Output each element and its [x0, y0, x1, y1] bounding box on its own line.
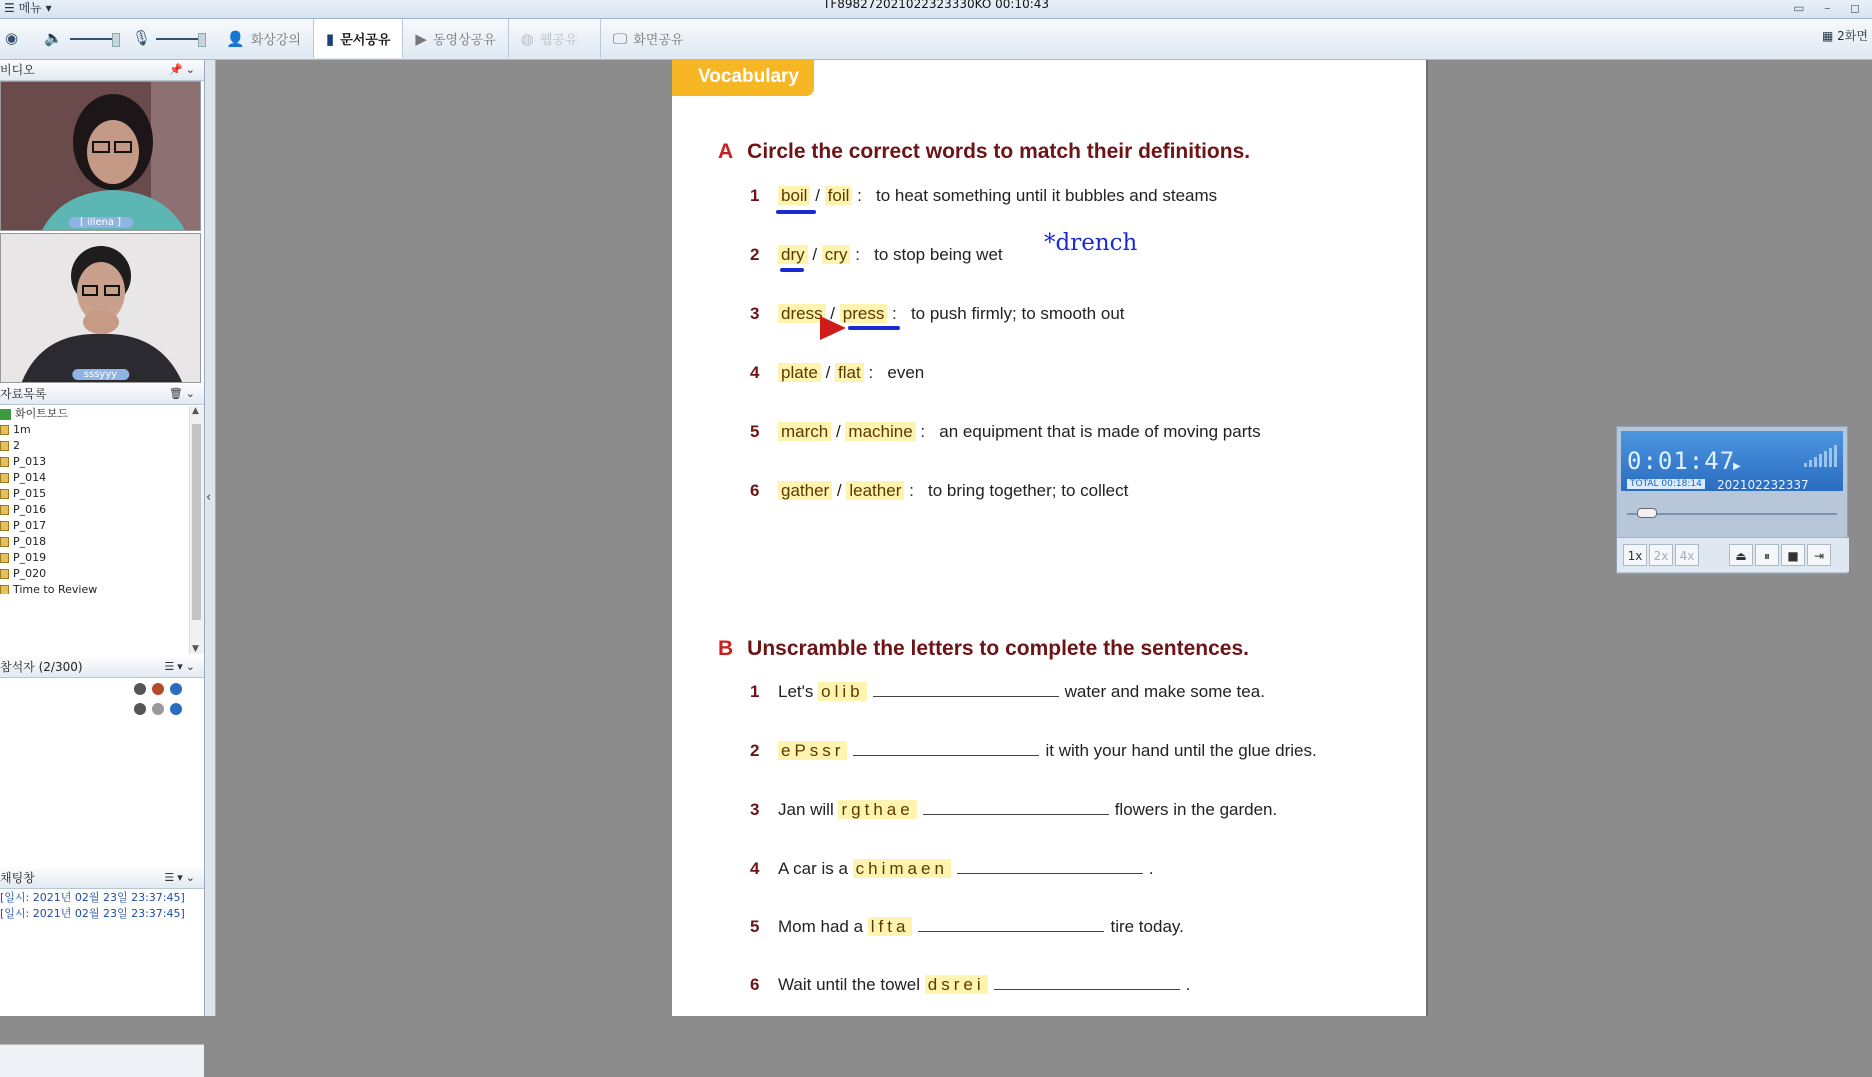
- file-name: P_018: [13, 535, 47, 548]
- item-number: 5: [750, 917, 760, 936]
- eject-icon[interactable]: ⏏: [1729, 544, 1753, 566]
- player-controls: [1617, 537, 1849, 572]
- definition-text: to heat something until it bubbles and steams: [876, 186, 1218, 205]
- participants-panel-header: [0, 657, 204, 678]
- seek-knob[interactable]: [1637, 508, 1657, 518]
- item-number: 2: [750, 741, 760, 760]
- main-menu-button[interactable]: ☰ 메뉴 ▾: [4, 1, 52, 15]
- tab-label: 문서공유: [340, 33, 391, 48]
- file-icon: [0, 457, 9, 467]
- definition-item: 4 plate / flat : even: [750, 363, 925, 382]
- answer-blank[interactable]: [918, 930, 1104, 932]
- seek-bar[interactable]: [1627, 513, 1837, 515]
- vocabulary-badge: [672, 60, 814, 96]
- scroll-down-icon[interactable]: ▼: [192, 644, 199, 654]
- item-number: 1: [750, 682, 760, 701]
- list-options-icons[interactable]: ☰▾⌄: [164, 660, 198, 673]
- chat-panel-header: [0, 868, 204, 889]
- word-option: dry: [778, 245, 808, 264]
- window-title: TF898272021022323330KO 00:10:43: [822, 0, 1050, 11]
- word-option: dress: [778, 304, 826, 323]
- list-item[interactable]: [0, 566, 204, 582]
- section-letter: B: [718, 637, 734, 660]
- sentence-start: A car is a: [778, 859, 848, 878]
- play-state-icon: ▶: [1733, 461, 1741, 472]
- section-letter: A: [718, 140, 734, 163]
- pen-underline: [848, 326, 900, 330]
- tab-bar: [214, 19, 695, 59]
- item-number: 4: [750, 859, 760, 878]
- scroll-up-icon[interactable]: ▲: [192, 406, 199, 416]
- panel-pin-collapse-icons[interactable]: 📌⌄: [169, 63, 198, 76]
- file-name: 화이트보드: [15, 407, 69, 420]
- exit-icon[interactable]: ⇥: [1807, 544, 1831, 566]
- shared-document: [672, 60, 1428, 1016]
- participant-name-tag: [ illena ]: [68, 217, 133, 228]
- scrollbar-thumb[interactable]: [192, 424, 201, 620]
- video-panel-title: 비디오: [0, 63, 35, 77]
- participant-row[interactable]: [134, 683, 182, 695]
- participant-list: [0, 679, 204, 869]
- tab-label: 웹공유: [539, 33, 578, 48]
- item-number: 3: [750, 800, 760, 819]
- list-item[interactable]: [0, 470, 204, 486]
- chat-message: [일시: 2021년 02월 23일 23:37:45]: [0, 907, 185, 920]
- file-icon: [0, 537, 9, 547]
- document-icon: ▮: [325, 29, 335, 48]
- scrambled-word: lfta: [868, 917, 913, 936]
- file-icon: [0, 569, 9, 579]
- section-b-heading: [718, 637, 1249, 661]
- definition-item: 5 march / machine : an equipment that is made of moving parts: [750, 422, 1261, 441]
- audio-controls: [0, 19, 212, 59]
- participants-panel-title: 참석자 (2/300): [0, 660, 83, 674]
- scrambled-word: olib: [818, 682, 866, 701]
- mic-volume-slider[interactable]: [156, 38, 202, 40]
- answer-blank[interactable]: [873, 695, 1059, 697]
- webcam-status-icon: [134, 703, 146, 715]
- item-number: 5: [750, 422, 760, 441]
- sentence-item: [750, 917, 1184, 937]
- sentence-item: [750, 975, 1190, 995]
- sentence-end: tire today.: [1110, 917, 1184, 936]
- section-title: Circle the correct words to match their definitions.: [747, 140, 1251, 163]
- tab-label: 동영상공유: [432, 33, 496, 48]
- file-icon: [0, 553, 9, 563]
- file-icon: [0, 521, 9, 531]
- palette-icon: [152, 703, 164, 715]
- chat-panel-title: 채팅창: [0, 871, 35, 885]
- list-item[interactable]: [0, 454, 204, 470]
- word-option: machine: [845, 422, 915, 441]
- monitor-icon: 🖵: [612, 29, 628, 48]
- answer-blank[interactable]: [994, 988, 1180, 990]
- tab-video-lecture[interactable]: [214, 19, 314, 58]
- section-title: Unscramble the letters to complete the sentences.: [747, 637, 1249, 660]
- list-item[interactable]: [0, 502, 204, 518]
- mic-volume-knob[interactable]: [198, 33, 206, 47]
- recording-id: 202102232337: [1717, 478, 1809, 492]
- item-number: 6: [750, 975, 760, 994]
- layout-label: 2화면: [1837, 29, 1868, 43]
- speed-1x-button[interactable]: 1x: [1623, 544, 1647, 566]
- definition-text: to stop being wet: [874, 245, 1003, 264]
- item-number: 6: [750, 481, 760, 500]
- window-controls[interactable]: ▭ – ◻: [1793, 1, 1868, 15]
- scrambled-word: chimaen: [853, 859, 951, 878]
- participant-row[interactable]: [134, 703, 182, 715]
- sentence-end: flowers in the garden.: [1114, 800, 1278, 819]
- definition-text: even: [887, 363, 925, 382]
- word-option: leather: [846, 481, 904, 500]
- definition-item: 1 boil / foil : to heat something until it bubbles and steams: [750, 186, 1218, 205]
- sentence-item: [750, 741, 1317, 761]
- chat-message: [일시: 2021년 02월 23일 23:37:45]: [0, 891, 185, 904]
- speaker-icon[interactable]: 🔈: [44, 29, 63, 47]
- answer-blank[interactable]: [957, 872, 1143, 874]
- word-option: gather: [778, 481, 832, 500]
- tab-label: 화상강의: [250, 33, 301, 48]
- tab-web-share[interactable]: [509, 19, 601, 58]
- item-number: 3: [750, 304, 760, 323]
- sentence-item: [750, 800, 1277, 820]
- file-name: P_015: [13, 487, 47, 500]
- word-option: flat: [835, 363, 864, 382]
- file-icon: [0, 489, 9, 499]
- play-icon: ▶: [415, 29, 427, 48]
- sentence-item: [750, 682, 1265, 702]
- mic-status-icon: [170, 703, 182, 715]
- list-item[interactable]: [0, 422, 204, 438]
- whiteboard-icon: [0, 409, 11, 420]
- word-option: cry: [822, 245, 851, 264]
- file-name: P_019: [13, 551, 47, 564]
- list-item[interactable]: [0, 550, 204, 566]
- chat-log: [0, 890, 204, 1040]
- student-video-image: [1, 234, 201, 383]
- list-item[interactable]: [0, 406, 204, 422]
- left-panel: [0, 60, 205, 1016]
- file-icon: [0, 425, 9, 435]
- files-panel-header: [0, 384, 204, 405]
- video-feed-student: [0, 233, 201, 383]
- chat-input[interactable]: [0, 1044, 204, 1077]
- teacher-video-image: [1, 82, 201, 231]
- title-bar: [0, 0, 1872, 19]
- definition-item: 3 dress / press : to push firmly; to smooth out: [750, 304, 1125, 323]
- file-list-scrollbar[interactable]: [189, 406, 204, 654]
- sentence-item: [750, 859, 1154, 879]
- definition-text: to bring together; to collect: [927, 481, 1129, 500]
- sentence-end: water and make some tea.: [1064, 682, 1265, 701]
- list-item[interactable]: [0, 438, 204, 454]
- file-name: P_013: [13, 455, 47, 468]
- answer-blank[interactable]: [923, 813, 1109, 815]
- list-item[interactable]: [0, 534, 204, 550]
- webcam-status-icon: [134, 683, 146, 695]
- sentence-start: Let's: [778, 682, 814, 701]
- list-item[interactable]: [0, 582, 204, 594]
- layout-icon: ▦: [1822, 29, 1834, 43]
- trash-collapse-icons[interactable]: 🗑⌄: [168, 387, 198, 400]
- item-number: 2: [750, 245, 760, 264]
- pointer-arrow-icon: [820, 316, 846, 340]
- sentence-start: Jan will: [778, 800, 834, 819]
- pen-underline: [780, 268, 804, 272]
- panel-splitter[interactable]: [205, 60, 216, 1016]
- tab-screen-share[interactable]: [601, 19, 696, 58]
- level-meter-icon: [1804, 445, 1837, 467]
- total-duration: TOTAL 00:18:14: [1627, 479, 1705, 489]
- vocabulary-label: Vocabulary: [698, 66, 800, 87]
- mic-status-icon: [170, 683, 182, 695]
- person-icon: 👤: [226, 29, 245, 48]
- definition-item: 6 gather / leather : to bring together; to collect: [750, 481, 1129, 500]
- word-option: march: [778, 422, 831, 441]
- file-icon: [0, 585, 9, 594]
- speed-4x-button[interactable]: 4x: [1675, 544, 1699, 566]
- section-a-heading: [718, 140, 1250, 164]
- stop-icon[interactable]: ■: [1781, 544, 1805, 566]
- speed-2x-button[interactable]: 2x: [1649, 544, 1673, 566]
- elapsed-time: 0:01:47: [1627, 447, 1736, 475]
- answer-blank[interactable]: [853, 754, 1039, 756]
- player-display: [1621, 431, 1843, 491]
- file-name: P_020: [13, 567, 47, 580]
- palette-icon: [152, 683, 164, 695]
- word-option: plate: [778, 363, 821, 382]
- file-name: 1m: [13, 423, 31, 436]
- item-number: 4: [750, 363, 760, 382]
- word-option: foil: [825, 186, 853, 205]
- participant-name-tag: sssyyy: [72, 369, 129, 380]
- layout-toggle[interactable]: [1822, 27, 1868, 44]
- file-icon: [0, 505, 9, 515]
- sentence-start: Wait until the towel: [778, 975, 921, 994]
- word-option: boil: [778, 186, 810, 205]
- video-feed-teacher: [0, 81, 201, 231]
- webcam-icon[interactable]: ◉: [5, 29, 19, 47]
- sentence-end: .: [1185, 975, 1191, 994]
- file-name: P_017: [13, 519, 47, 532]
- item-number: 1: [750, 186, 760, 205]
- list-options-icons[interactable]: ☰▾⌄: [164, 871, 198, 884]
- file-name: P_014: [13, 471, 47, 484]
- globe-icon: ◍: [520, 29, 534, 48]
- tab-video-share[interactable]: [403, 19, 508, 58]
- handwritten-annotation: *drench: [1044, 230, 1138, 256]
- scrambled-word: dsrei: [925, 975, 988, 994]
- speaker-volume-slider[interactable]: [70, 38, 114, 40]
- scrambled-word: ePssr: [778, 741, 847, 760]
- sentence-end: .: [1148, 859, 1154, 878]
- sentence-end: it with your hand until the glue dries.: [1045, 741, 1317, 760]
- scrambled-word: rgthae: [838, 800, 916, 819]
- files-panel-title: 자료목록: [0, 387, 47, 401]
- definition-text: to push firmly; to smooth out: [910, 304, 1125, 323]
- video-panel-header: [0, 60, 204, 81]
- tab-document-share[interactable]: [314, 19, 404, 58]
- file-name: Time to Review: [13, 583, 98, 594]
- collapse-left-icon[interactable]: ‹: [206, 490, 212, 505]
- pen-underline: [776, 210, 816, 214]
- word-option: press: [840, 304, 888, 323]
- toolbar: [0, 19, 1872, 60]
- file-icon: [0, 473, 9, 483]
- speaker-volume-knob[interactable]: [112, 33, 120, 47]
- definition-item: 2 dry / cry : to stop being wet: [750, 245, 1003, 264]
- file-icon: [0, 441, 9, 451]
- pause-icon[interactable]: ⏸: [1755, 544, 1779, 566]
- recording-player: [1616, 426, 1848, 574]
- tab-label: 화면공유: [633, 33, 684, 48]
- file-name: 2: [13, 439, 20, 452]
- sentence-start: Mom had a: [778, 917, 864, 936]
- definition-text: an equipment that is made of moving parts: [939, 422, 1261, 441]
- list-item[interactable]: [0, 486, 204, 502]
- microphone-icon[interactable]: 🎙: [132, 29, 152, 47]
- list-item[interactable]: [0, 518, 204, 534]
- file-name: P_016: [13, 503, 47, 516]
- file-list: [0, 406, 204, 594]
